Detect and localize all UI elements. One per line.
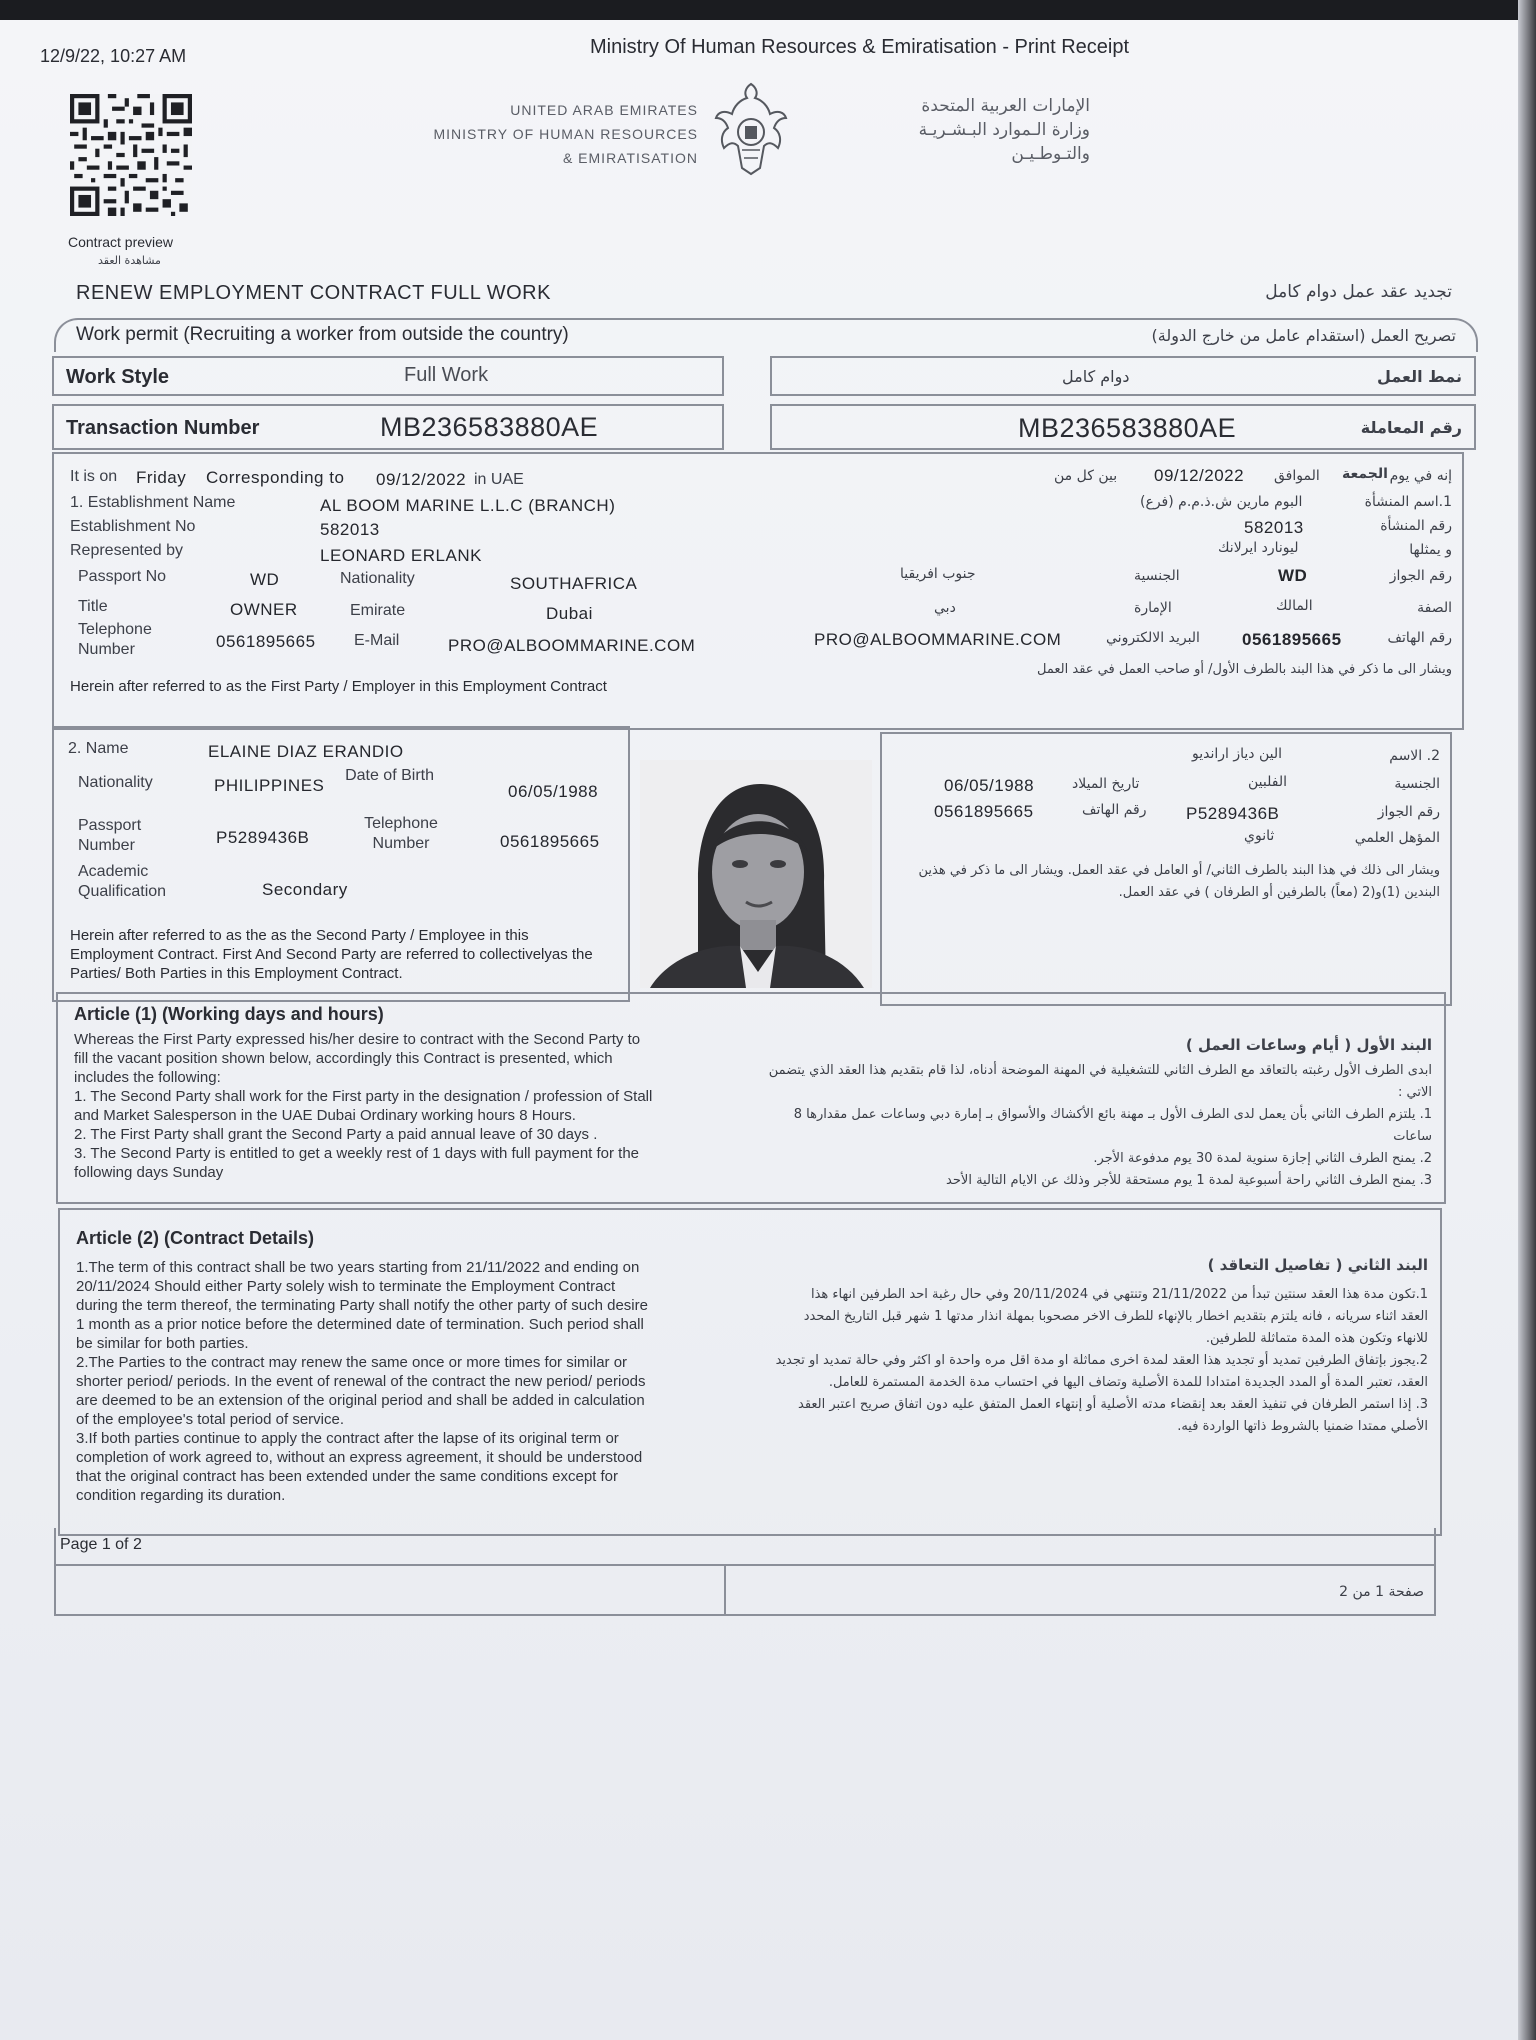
work-style-value-ar: دوام كامل bbox=[1062, 367, 1130, 386]
fp-passport-label: Passport No bbox=[78, 568, 167, 585]
ar-it-is-on: إنه في يوم bbox=[1389, 468, 1452, 484]
work-style-ar-box bbox=[770, 356, 1476, 396]
fp-telephone-ar-side: 0561895665 bbox=[1242, 630, 1342, 649]
article-2-line-en: are deemed to be an extension of the original period and shall be added in calculation bbox=[76, 1392, 645, 1409]
represented-by: LEONARD ERLANK bbox=[320, 546, 482, 565]
article-2-line-en: shorter period/ periods. In the event of renewal of the contract the new period/ periods bbox=[76, 1373, 646, 1390]
sp-dob-ar-side: 06/05/1988 bbox=[944, 776, 1035, 795]
article-1-line-ar: 3. يمنح الطرف الثاني راحة أسبوعية لمدة 1 يوم مستحقة للأجر وذلك عن الايام التالية الأحد bbox=[946, 1173, 1432, 1188]
establishment-name-ar-label: 1.اسم المنشأة bbox=[1364, 494, 1452, 510]
logo-text-en bbox=[420, 98, 698, 170]
article-2-line-ar: 3. إذا استمر الطرفان في تنفيذ العقد بعد إنقضاء مدته الأصلية أو إنتهاء العمل المتفق عليه دون اتفاق صريح اعتبر العقد bbox=[798, 1397, 1428, 1412]
first-party-section bbox=[52, 452, 1464, 730]
fp-hereinafter-ar: ويشار الى ما ذكر في هذا البند بالطرف الأول/ أو صاحب العمل في عقد العمل bbox=[1037, 662, 1452, 677]
fp-telephone-label: Telephone Number bbox=[78, 621, 152, 658]
sp-telephone-ar-side: 0561895665 bbox=[934, 802, 1034, 821]
fp-email-ar-label: البريد الالكتروني bbox=[1106, 630, 1200, 646]
sp-nationality-label: Nationality bbox=[78, 774, 153, 791]
article-1-body-ar bbox=[760, 1060, 1432, 1192]
establishment-name: AL BOOM MARINE L.L.C (BRANCH) bbox=[320, 496, 616, 515]
fp-emirate-ar: دبي bbox=[934, 600, 956, 616]
establishment-name-ar: البوم مارين ش.ذ.م.م (فرع) bbox=[1140, 494, 1303, 510]
work-style-value-en: Full Work bbox=[404, 364, 489, 386]
work-permit-en: Work permit (Recruiting a worker from outside the country) bbox=[76, 324, 569, 345]
fp-telephone-ar-label: رقم الهاتف bbox=[1387, 630, 1452, 646]
transaction-ar-box bbox=[770, 404, 1476, 450]
contract-date-ar-side: 09/12/2022 bbox=[1154, 466, 1245, 485]
article-1-line-en: includes the following: bbox=[74, 1069, 221, 1086]
establishment-no-ar-label: رقم المنشأة bbox=[1380, 518, 1452, 534]
page-number-en: Page 1 of 2 bbox=[60, 1536, 142, 1553]
fp-title-ar: المالك bbox=[1276, 598, 1313, 614]
sp-dob-label: Date of Birth bbox=[345, 767, 434, 784]
article-1-line-en: 1. The Second Party shall work for the First party in the designation / profession of Stall bbox=[74, 1088, 653, 1105]
establishment-no: 582013 bbox=[320, 520, 380, 539]
sp-name-ar-label: 2. الاسم bbox=[1389, 748, 1440, 764]
article-2-line-en: 20/11/2024 Should either Party solely wish to terminate the Employment Contract bbox=[76, 1278, 616, 1295]
fp-passport-ar-label: رقم الجواز bbox=[1389, 568, 1452, 584]
page-footer bbox=[54, 1528, 1436, 1616]
article-2-line-en: of the employee's total period of service. bbox=[76, 1411, 345, 1428]
work-style-en-box bbox=[52, 356, 724, 396]
ar-between: بين كل من bbox=[1054, 468, 1118, 484]
article-1-line-en: 3. The Second Party is entitled to get a weekly rest of 1 days with full payment for the bbox=[74, 1145, 640, 1162]
logo-en-line1: UNITED ARAB EMIRATES bbox=[510, 102, 698, 118]
article-2-line-ar: العقد، تعتبر المدة أو المدد الجديدة امتدادا للمدة الأصلية وتضاف اليها في احتساب مدة الخدمة المستمرة للعامل. bbox=[828, 1375, 1428, 1390]
transaction-label-ar: رقم المعاملة bbox=[1360, 418, 1462, 437]
print-title: Ministry Of Human Resources & Emiratisation - Print Receipt bbox=[590, 36, 1130, 58]
establishment-name-label: 1. Establishment Name bbox=[70, 494, 236, 511]
work-style-label-en: Work Style bbox=[66, 366, 169, 388]
article-1-line-en: fill the vacant position shown below, accordingly this Contract is presented, which bbox=[74, 1050, 613, 1067]
second-party-en-box bbox=[52, 726, 630, 1002]
article-2-section bbox=[58, 1208, 1442, 1536]
establishment-no-ar-side: 582013 bbox=[1244, 518, 1304, 537]
article-1-line-en: following days Sunday bbox=[74, 1164, 224, 1181]
logo-ar-line3: والتـوطـيـن bbox=[1011, 144, 1090, 164]
fp-telephone: 0561895665 bbox=[216, 632, 316, 651]
fp-title-label: Title bbox=[78, 598, 108, 615]
article-2-line-ar: للانهاء وتكون هذه المدة متماثلة للطرفين. bbox=[1205, 1331, 1428, 1346]
footer-vertical-divider bbox=[724, 1564, 726, 1614]
fp-title-ar-label: الصفة bbox=[1417, 600, 1452, 616]
article-1-line-ar: 2. يمنح الطرف الثاني إجازة سنوية لمدة 30 يوم مدفوعة الأجر. bbox=[1093, 1151, 1432, 1166]
work-permit-bar bbox=[54, 318, 1478, 352]
page-number-ar: صفحة 1 من 2 bbox=[1339, 1584, 1424, 1600]
article-1-body-en bbox=[74, 1030, 774, 1182]
contract-day: Friday bbox=[136, 468, 187, 487]
logo-ar-line1: الإمارات العربية المتحدة bbox=[921, 96, 1090, 116]
qr-code-icon[interactable] bbox=[70, 94, 192, 216]
fp-hereinafter-en: Herein after referred to as the First Party / Employer in this Employment Contract bbox=[70, 678, 607, 695]
article-1-line-en: 2. The First Party shall grant the Second Party a paid annual leave of 30 days . bbox=[74, 1126, 598, 1143]
right-dark-edge bbox=[1518, 0, 1536, 2040]
article-2-line-en: 1.The term of this contract shall be two years starting from 21/11/2022 and ending on bbox=[76, 1259, 640, 1276]
sp-hereinafter-ar: ويشار الى ذلك في هذا البند بالطرف الثاني/ أو العامل في عقد العمل. ويشار الى ما ذكر في هذين البندين (1)و(2 (معاً) بالطرفين أو الطرفان ) في عقد العمل. bbox=[918, 863, 1440, 900]
ar-corresponding: الموافق bbox=[1274, 468, 1320, 484]
fp-title: OWNER bbox=[230, 600, 298, 619]
article-2-line-en: be similar for both parties. bbox=[76, 1335, 249, 1352]
article-1-line-en: Whereas the First Party expressed his/her desire to contract with the Second Party to bbox=[74, 1031, 641, 1048]
article-2-line-en: completion of work agreed to, without an express agreement, it should be understood bbox=[76, 1449, 643, 1466]
article-2-line-en: condition regarding its duration. bbox=[76, 1487, 286, 1504]
sp-dob-ar-label: تاريخ الميلاد bbox=[1072, 776, 1140, 792]
article-2-line-en: 2.The Parties to the contract may renew the same once or more times for similar or bbox=[76, 1354, 628, 1371]
fp-emirate: Dubai bbox=[546, 604, 593, 623]
sp-qualification-label: Academic Qualification bbox=[78, 863, 167, 900]
article-1-title-ar: البند الأول ( أيام وساعات العمل ) bbox=[1185, 1036, 1432, 1054]
article-1-line-ar: الاتي : bbox=[1398, 1085, 1432, 1100]
article-2-body-en bbox=[76, 1258, 776, 1505]
contract-date: 09/12/2022 bbox=[376, 470, 467, 489]
sp-passport: P5289436B bbox=[216, 828, 310, 847]
qr-label-en: Contract preview bbox=[68, 234, 174, 250]
fp-nationality-label: Nationality bbox=[340, 570, 415, 587]
ar-day: الجمعة bbox=[1342, 466, 1388, 482]
in-uae-label: in UAE bbox=[474, 471, 524, 488]
article-2-body-ar bbox=[756, 1284, 1428, 1438]
sp-telephone: 0561895665 bbox=[500, 832, 600, 851]
represented-by-ar-label: و يمثلها bbox=[1409, 542, 1452, 558]
sp-qualification-ar: ثانوي bbox=[1244, 828, 1275, 844]
sp-qualification-ar-label: المؤهل العلمي bbox=[1354, 830, 1440, 846]
article-2-line-ar: العقد اثناء سريانه ، فانه يلتزم بتقديم اخطار بالإنهاء للطرف الاخر مصحوبا بمهلة انذار مدتها 1 شهر قبل التاريخ المحدد bbox=[803, 1309, 1428, 1324]
represented-by-ar: ليونارد ايرلانك bbox=[1218, 540, 1299, 556]
article-2-line-ar: 2.يجوز بإتفاق الطرفين تمديد أو تجديد هذا العقد لمدة اخرى مماثلة او مدة اقل مره واحدة او اكثر وفي حالة تمديد او تجديد bbox=[775, 1353, 1428, 1368]
logo-ar-line2: وزارة الـموارد البـشـريـة bbox=[918, 120, 1090, 140]
article-2-title-ar: البند الثاني ( تفاصيل التعاقد ) bbox=[1207, 1256, 1428, 1274]
fp-passport: WD bbox=[250, 570, 280, 589]
sp-passport-label: Passport Number bbox=[78, 817, 142, 854]
logo-en-line2: MINISTRY OF HUMAN RESOURCES bbox=[433, 126, 698, 142]
fp-email-ar-side: PRO@ALBOOMMARINE.COM bbox=[814, 630, 1062, 649]
uae-falcon-emblem-icon bbox=[712, 80, 790, 176]
footer-divider bbox=[56, 1564, 1434, 1566]
sp-telephone-label: Telephone Number bbox=[364, 815, 438, 852]
transaction-en-box bbox=[52, 404, 724, 450]
logo-en-line3: & EMIRATISATION bbox=[562, 150, 698, 166]
sp-passport-ar-side: P5289436B bbox=[1186, 804, 1280, 823]
sp-telephone-ar-label: رقم الهاتف bbox=[1082, 802, 1147, 818]
fp-nationality: SOUTHAFRICA bbox=[510, 574, 638, 593]
fp-emirate-ar-label: الإمارة bbox=[1134, 600, 1172, 616]
sp-nationality-ar-label: الجنسية bbox=[1394, 776, 1440, 792]
article-1-section bbox=[56, 992, 1446, 1204]
sp-qualification: Secondary bbox=[262, 880, 348, 899]
article-1-line-ar: ساعات bbox=[1393, 1129, 1432, 1144]
article-2-line-ar: الأصلي ممتدا ضمنيا بالشروط ذاتها الواردة فيه. bbox=[1177, 1419, 1428, 1434]
contract-title-en: RENEW EMPLOYMENT CONTRACT FULL WORK bbox=[76, 282, 551, 304]
second-party-ar-box bbox=[880, 732, 1452, 1006]
work-style-label-ar: نمط العمل bbox=[1377, 367, 1462, 386]
employee-photo bbox=[640, 760, 872, 988]
sp-name-label: 2. Name bbox=[68, 740, 129, 757]
fp-emirate-label: Emirate bbox=[350, 602, 406, 619]
fp-nationality-ar-label: الجنسية bbox=[1134, 568, 1180, 584]
print-datetime: 12/9/22, 10:27 AM bbox=[40, 46, 187, 66]
establishment-no-label: Establishment No bbox=[70, 518, 196, 535]
sp-dob: 06/05/1988 bbox=[508, 782, 599, 801]
article-1-line-en: and Market Salesperson in the UAE Dubai Ordinary working hours 8 Hours. bbox=[74, 1107, 576, 1124]
article-2-line-en: 3.If both parties continue to apply the contract after the lapse of its original term or bbox=[76, 1430, 619, 1447]
sp-nationality-ar: الفلبين bbox=[1248, 774, 1287, 790]
it-is-on-label: It is on bbox=[70, 468, 118, 485]
sp-passport-ar-label: رقم الجواز bbox=[1377, 804, 1440, 820]
article-2-line-en: 1 month as a prior notice before the determined date of termination. Such period shall bbox=[76, 1316, 644, 1333]
sp-hereinafter-en: Herein after referred to as the as the Second Party / Employee in this Employment Contract. First And Second Party are referred to collectivelyas the Parties/ Both Parties in this Employment Contract. bbox=[70, 927, 593, 982]
fp-nationality-ar: جنوب افريقيا bbox=[900, 566, 976, 582]
transaction-number-en: MB236583880AE bbox=[380, 412, 599, 442]
article-1-title-en: Article (1) (Working days and hours) bbox=[74, 1004, 384, 1024]
corresponding-to-label: Corresponding to bbox=[206, 468, 345, 487]
article-2-line-en: during the term thereof, the terminating Party shall notify the other party of such desire bbox=[76, 1297, 648, 1314]
fp-email: PRO@ALBOOMMARINE.COM bbox=[448, 636, 696, 655]
work-permit-ar: تصريح العمل (استقدام عامل من خارج الدولة) bbox=[1151, 326, 1456, 345]
sp-nationality: PHILIPPINES bbox=[214, 776, 325, 795]
sp-name-ar: الين دياز ارانديو bbox=[1192, 746, 1283, 762]
article-2-line-en: that the original contract has been extended under the same conditions except for bbox=[76, 1468, 619, 1485]
qr-label-ar: مشاهدة العقد bbox=[98, 254, 161, 267]
logo-text-ar bbox=[800, 94, 1090, 166]
fp-passport-ar-side: WD bbox=[1278, 566, 1308, 585]
article-1-line-ar: 1. يلتزم الطرف الثاني بأن يعمل لدى الطرف الأول بـ مهنة بائع الأكشاك والأسواق بـ إمارة دبي وساعات عمل مقدارها 8 bbox=[793, 1107, 1432, 1122]
transaction-number-ar: MB236583880AE bbox=[1018, 413, 1237, 443]
represented-by-label: Represented by bbox=[70, 542, 183, 559]
contract-title-ar: تجديد عقد عمل دوام كامل bbox=[1265, 282, 1452, 302]
transaction-label-en: Transaction Number bbox=[66, 417, 260, 439]
receipt-sheet bbox=[0, 20, 1520, 2040]
article-1-line-ar: ابدى الطرف الأول رغبته بالتعاقد مع الطرف الثاني للتشغيلية في المهنة الموضحة أدناه، لذا قام بتقديم هذا العقد الذي يتضمن bbox=[768, 1063, 1432, 1078]
fp-email-label: E-Mail bbox=[354, 632, 400, 649]
article-2-title-en: Article (2) (Contract Details) bbox=[76, 1228, 315, 1248]
sp-name: ELAINE DIAZ ERANDIO bbox=[208, 742, 404, 761]
article-2-line-ar: 1.تكون مدة هذا العقد سنتين تبدأ من 21/11/2022 وتنتهي في 20/11/2024 وفي حال رغبة احد الطرفين انهاء هذا bbox=[810, 1287, 1428, 1302]
